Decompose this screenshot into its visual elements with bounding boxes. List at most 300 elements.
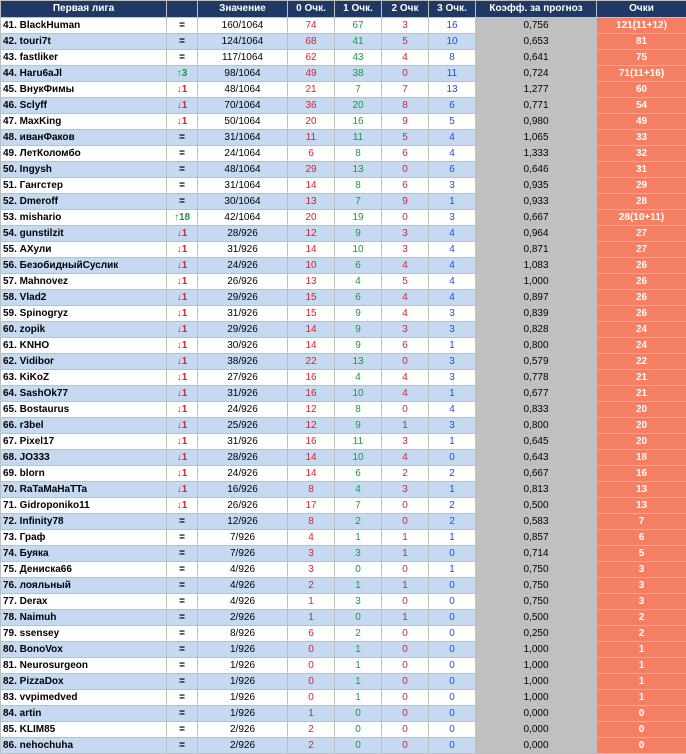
three-points-cell: 2 [429,514,476,530]
value-cell: 4/926 [198,562,288,578]
value-cell: 26/926 [198,498,288,514]
table-row [1,354,686,370]
value-cell: 24/1064 [198,146,288,162]
zero-points-cell: 68 [288,34,335,50]
value-cell: 31/1064 [198,130,288,146]
points-cell: 13 [597,498,686,514]
coef-cell: 0,800 [476,338,597,354]
zero-points-cell: 0 [288,642,335,658]
value-cell: 48/1064 [198,162,288,178]
one-point-cell: 13 [335,354,382,370]
points-cell: 24 [597,322,686,338]
rank-change: = [167,594,198,610]
zero-points-cell: 14 [288,450,335,466]
coef-cell: 0,500 [476,498,597,514]
player-name: 70. RaTaMaHaTTa [1,482,167,498]
player-name: 72. Infinity78 [1,514,167,530]
two-points-cell: 3 [382,242,429,258]
coef-cell: 0,828 [476,322,597,338]
player-name: 83. vvpimedved [1,690,167,706]
rank-change: ↓1 [167,418,198,434]
player-name: 55. АХули [1,242,167,258]
zero-points-cell: 49 [288,66,335,82]
table-row [1,738,686,754]
points-cell: 1 [597,642,686,658]
one-point-cell: 9 [335,322,382,338]
rank-change: = [167,642,198,658]
one-point-cell: 0 [335,706,382,722]
two-points-cell: 0 [382,66,429,82]
value-cell: 7/926 [198,530,288,546]
coef-cell: 0,750 [476,594,597,610]
two-points-cell: 5 [382,130,429,146]
three-points-cell: 4 [429,290,476,306]
zero-points-cell: 62 [288,50,335,66]
two-points-cell: 3 [382,18,429,34]
two-points-cell: 1 [382,530,429,546]
one-point-cell: 6 [335,290,382,306]
player-name: 47. MaxKing [1,114,167,130]
value-cell: 8/926 [198,626,288,642]
rank-change: = [167,130,198,146]
coef-cell: 0,641 [476,50,597,66]
table-row [1,706,686,722]
three-points-cell: 3 [429,370,476,386]
value-cell: 98/1064 [198,66,288,82]
player-name: 84. artin [1,706,167,722]
three-points-cell: 4 [429,226,476,242]
one-point-cell: 8 [335,178,382,194]
rank-change: = [167,146,198,162]
rank-change: ↓1 [167,386,198,402]
player-name: 65. Bostaurus [1,402,167,418]
value-cell: 24/926 [198,258,288,274]
coef-cell: 1,277 [476,82,597,98]
two-points-cell: 1 [382,610,429,626]
value-cell: 31/926 [198,242,288,258]
points-cell: 16 [597,466,686,482]
two-points-cell: 0 [382,642,429,658]
points-cell: 49 [597,114,686,130]
value-cell: 31/926 [198,386,288,402]
two-points-cell: 0 [382,690,429,706]
player-name: 53. mishario [1,210,167,226]
rank-change: ↓1 [167,482,198,498]
player-name: 80. BonoVox [1,642,167,658]
rank-change: ↓1 [167,466,198,482]
table-row [1,210,686,226]
table-row [1,194,686,210]
coef-cell: 0,579 [476,354,597,370]
value-cell: 29/926 [198,322,288,338]
points-cell: 21 [597,386,686,402]
two-points-cell: 3 [382,226,429,242]
three-points-cell: 1 [429,194,476,210]
header-two: 2 Очк [382,1,429,18]
two-points-cell: 7 [382,82,429,98]
two-points-cell: 4 [382,258,429,274]
rank-change: = [167,18,198,34]
two-points-cell: 6 [382,178,429,194]
coef-cell: 0,000 [476,706,597,722]
two-points-cell: 0 [382,706,429,722]
value-cell: 28/926 [198,226,288,242]
coef-cell: 0,839 [476,306,597,322]
zero-points-cell: 12 [288,226,335,242]
rank-change: ↓1 [167,98,198,114]
rank-change: = [167,674,198,690]
zero-points-cell: 4 [288,530,335,546]
three-points-cell: 1 [429,386,476,402]
player-name: 75. Дениска66 [1,562,167,578]
player-name: 50. Ingysh [1,162,167,178]
zero-points-cell: 2 [288,738,335,754]
zero-points-cell: 15 [288,290,335,306]
two-points-cell: 0 [382,354,429,370]
zero-points-cell: 1 [288,706,335,722]
two-points-cell: 0 [382,658,429,674]
points-cell: 3 [597,578,686,594]
three-points-cell: 0 [429,738,476,754]
value-cell: 28/926 [198,450,288,466]
player-name: 69. blorn [1,466,167,482]
one-point-cell: 7 [335,498,382,514]
value-cell: 26/926 [198,274,288,290]
header-change [167,1,198,18]
table-row [1,82,686,98]
one-point-cell: 6 [335,258,382,274]
two-points-cell: 3 [382,434,429,450]
player-name: 79. ssensey [1,626,167,642]
points-cell: 28 [597,194,686,210]
rank-change: ↓1 [167,354,198,370]
rank-change: = [167,658,198,674]
table-row [1,562,686,578]
zero-points-cell: 14 [288,466,335,482]
coef-cell: 1,065 [476,130,597,146]
value-cell: 117/1064 [198,50,288,66]
table-row [1,130,686,146]
header-league: Первая лига [1,1,167,18]
two-points-cell: 0 [382,210,429,226]
rank-change: = [167,514,198,530]
three-points-cell: 4 [429,258,476,274]
rank-change: = [167,178,198,194]
player-name: 77. Derax [1,594,167,610]
coef-cell: 0,667 [476,466,597,482]
one-point-cell: 2 [335,626,382,642]
value-cell: 30/926 [198,338,288,354]
one-point-cell: 38 [335,66,382,82]
coef-cell: 0,724 [476,66,597,82]
player-name: 45. ВнукФимы [1,82,167,98]
coef-cell: 0,771 [476,98,597,114]
three-points-cell: 11 [429,66,476,82]
table-row [1,722,686,738]
two-points-cell: 4 [382,386,429,402]
table-row [1,178,686,194]
one-point-cell: 0 [335,610,382,626]
points-cell: 24 [597,338,686,354]
one-point-cell: 0 [335,722,382,738]
two-points-cell: 1 [382,578,429,594]
rank-change: ↓1 [167,306,198,322]
three-points-cell: 0 [429,546,476,562]
three-points-cell: 1 [429,562,476,578]
two-points-cell: 0 [382,562,429,578]
table-row [1,242,686,258]
table-row [1,258,686,274]
points-cell: 2 [597,626,686,642]
zero-points-cell: 3 [288,546,335,562]
value-cell: 31/926 [198,434,288,450]
three-points-cell: 6 [429,98,476,114]
two-points-cell: 4 [382,306,429,322]
three-points-cell: 0 [429,578,476,594]
two-points-cell: 4 [382,370,429,386]
table-row [1,690,686,706]
two-points-cell: 0 [382,402,429,418]
three-points-cell: 6 [429,162,476,178]
value-cell: 25/926 [198,418,288,434]
points-cell: 2 [597,610,686,626]
zero-points-cell: 29 [288,162,335,178]
three-points-cell: 4 [429,146,476,162]
one-point-cell: 11 [335,434,382,450]
header-coef: Коэфф. за прогноз [476,1,597,18]
coef-cell: 0,000 [476,722,597,738]
table-row [1,594,686,610]
points-cell: 0 [597,706,686,722]
coef-cell: 0,980 [476,114,597,130]
zero-points-cell: 22 [288,354,335,370]
value-cell: 24/926 [198,466,288,482]
points-cell: 6 [597,530,686,546]
three-points-cell: 0 [429,626,476,642]
player-name: 85. KLIM85 [1,722,167,738]
two-points-cell: 0 [382,738,429,754]
value-cell: 30/1064 [198,194,288,210]
zero-points-cell: 16 [288,434,335,450]
two-points-cell: 0 [382,626,429,642]
three-points-cell: 3 [429,210,476,226]
three-points-cell: 2 [429,498,476,514]
rank-change: ↑18 [167,210,198,226]
one-point-cell: 1 [335,530,382,546]
player-name: 42. touri7t [1,34,167,50]
rank-change: ↓1 [167,114,198,130]
points-cell: 5 [597,546,686,562]
one-point-cell: 11 [335,130,382,146]
rank-change: = [167,34,198,50]
zero-points-cell: 20 [288,210,335,226]
rank-change: ↓1 [167,274,198,290]
player-name: 82. PizzaDox [1,674,167,690]
one-point-cell: 2 [335,514,382,530]
three-points-cell: 16 [429,18,476,34]
table-row [1,450,686,466]
one-point-cell: 4 [335,274,382,290]
table-row [1,34,686,50]
one-point-cell: 9 [335,418,382,434]
two-points-cell: 6 [382,146,429,162]
rank-change: ↓1 [167,82,198,98]
rank-change: = [167,706,198,722]
player-name: 41. BlackHuman [1,18,167,34]
value-cell: 42/1064 [198,210,288,226]
coef-cell: 0,750 [476,562,597,578]
player-name: 60. zopik [1,322,167,338]
one-point-cell: 16 [335,114,382,130]
player-name: 52. Dmeroff [1,194,167,210]
coef-cell: 0,935 [476,178,597,194]
rank-change: = [167,546,198,562]
points-cell: 3 [597,594,686,610]
rank-change: = [167,50,198,66]
points-cell: 81 [597,34,686,50]
table-row [1,306,686,322]
zero-points-cell: 13 [288,194,335,210]
three-points-cell: 1 [429,338,476,354]
two-points-cell: 4 [382,450,429,466]
rank-change: = [167,530,198,546]
coef-cell: 0,813 [476,482,597,498]
rank-change: ↓1 [167,450,198,466]
zero-points-cell: 1 [288,594,335,610]
zero-points-cell: 8 [288,514,335,530]
value-cell: 1/926 [198,690,288,706]
zero-points-cell: 8 [288,482,335,498]
one-point-cell: 3 [335,594,382,610]
one-point-cell: 4 [335,370,382,386]
player-name: 67. Pixel17 [1,434,167,450]
points-cell: 20 [597,402,686,418]
table-row [1,226,686,242]
one-point-cell: 9 [335,306,382,322]
two-points-cell: 5 [382,274,429,290]
points-cell: 7 [597,514,686,530]
table-row [1,642,686,658]
points-cell: 27 [597,242,686,258]
coef-cell: 0,646 [476,162,597,178]
player-name: 71. Gidroponiko11 [1,498,167,514]
zero-points-cell: 6 [288,626,335,642]
table-row [1,18,686,34]
value-cell: 160/1064 [198,18,288,34]
coef-cell: 1,000 [476,274,597,290]
points-cell: 1 [597,690,686,706]
player-name: 48. иванФаков [1,130,167,146]
one-point-cell: 0 [335,562,382,578]
points-cell: 0 [597,722,686,738]
rank-change: ↓1 [167,290,198,306]
player-name: 51. Гангстер [1,178,167,194]
player-name: 78. Naimuh [1,610,167,626]
points-cell: 1 [597,658,686,674]
table-row [1,530,686,546]
player-name: 43. fastliker [1,50,167,66]
points-cell: 26 [597,274,686,290]
value-cell: 12/926 [198,514,288,530]
one-point-cell: 67 [335,18,382,34]
value-cell: 4/926 [198,594,288,610]
zero-points-cell: 74 [288,18,335,34]
table-row [1,114,686,130]
zero-points-cell: 0 [288,658,335,674]
coef-cell: 0,667 [476,210,597,226]
three-points-cell: 1 [429,434,476,450]
table-row [1,434,686,450]
rank-change: = [167,690,198,706]
zero-points-cell: 10 [288,258,335,274]
value-cell: 29/926 [198,290,288,306]
two-points-cell: 4 [382,50,429,66]
table-row [1,322,686,338]
zero-points-cell: 0 [288,690,335,706]
value-cell: 24/926 [198,402,288,418]
player-name: 62. Vidibor [1,354,167,370]
three-points-cell: 2 [429,466,476,482]
table-row [1,98,686,114]
player-name: 68. JO333 [1,450,167,466]
one-point-cell: 19 [335,210,382,226]
two-points-cell: 4 [382,290,429,306]
table-row [1,626,686,642]
two-points-cell: 0 [382,674,429,690]
points-cell: 21 [597,370,686,386]
table-row [1,290,686,306]
rank-change: ↓1 [167,498,198,514]
value-cell: 2/926 [198,738,288,754]
three-points-cell: 1 [429,482,476,498]
three-points-cell: 0 [429,450,476,466]
player-name: 76. лояльный [1,578,167,594]
three-points-cell: 8 [429,50,476,66]
zero-points-cell: 11 [288,130,335,146]
one-point-cell: 1 [335,658,382,674]
points-cell: 32 [597,146,686,162]
one-point-cell: 8 [335,402,382,418]
three-points-cell: 4 [429,274,476,290]
coef-cell: 0,643 [476,450,597,466]
zero-points-cell: 12 [288,418,335,434]
value-cell: 48/1064 [198,82,288,98]
header-zero: 0 Очк. [288,1,335,18]
table-row [1,146,686,162]
one-point-cell: 4 [335,482,382,498]
points-cell: 29 [597,178,686,194]
value-cell: 1/926 [198,706,288,722]
value-cell: 2/926 [198,722,288,738]
zero-points-cell: 36 [288,98,335,114]
player-name: 49. ЛетКоломбо [1,146,167,162]
points-cell: 13 [597,482,686,498]
rank-change: = [167,610,198,626]
three-points-cell: 0 [429,658,476,674]
one-point-cell: 10 [335,242,382,258]
points-cell: 26 [597,290,686,306]
coef-cell: 0,714 [476,546,597,562]
one-point-cell: 43 [335,50,382,66]
coef-cell: 0,677 [476,386,597,402]
rank-change: ↑3 [167,66,198,82]
three-points-cell: 0 [429,706,476,722]
rank-change: = [167,722,198,738]
zero-points-cell: 2 [288,578,335,594]
one-point-cell: 6 [335,466,382,482]
three-points-cell: 3 [429,354,476,370]
three-points-cell: 1 [429,530,476,546]
